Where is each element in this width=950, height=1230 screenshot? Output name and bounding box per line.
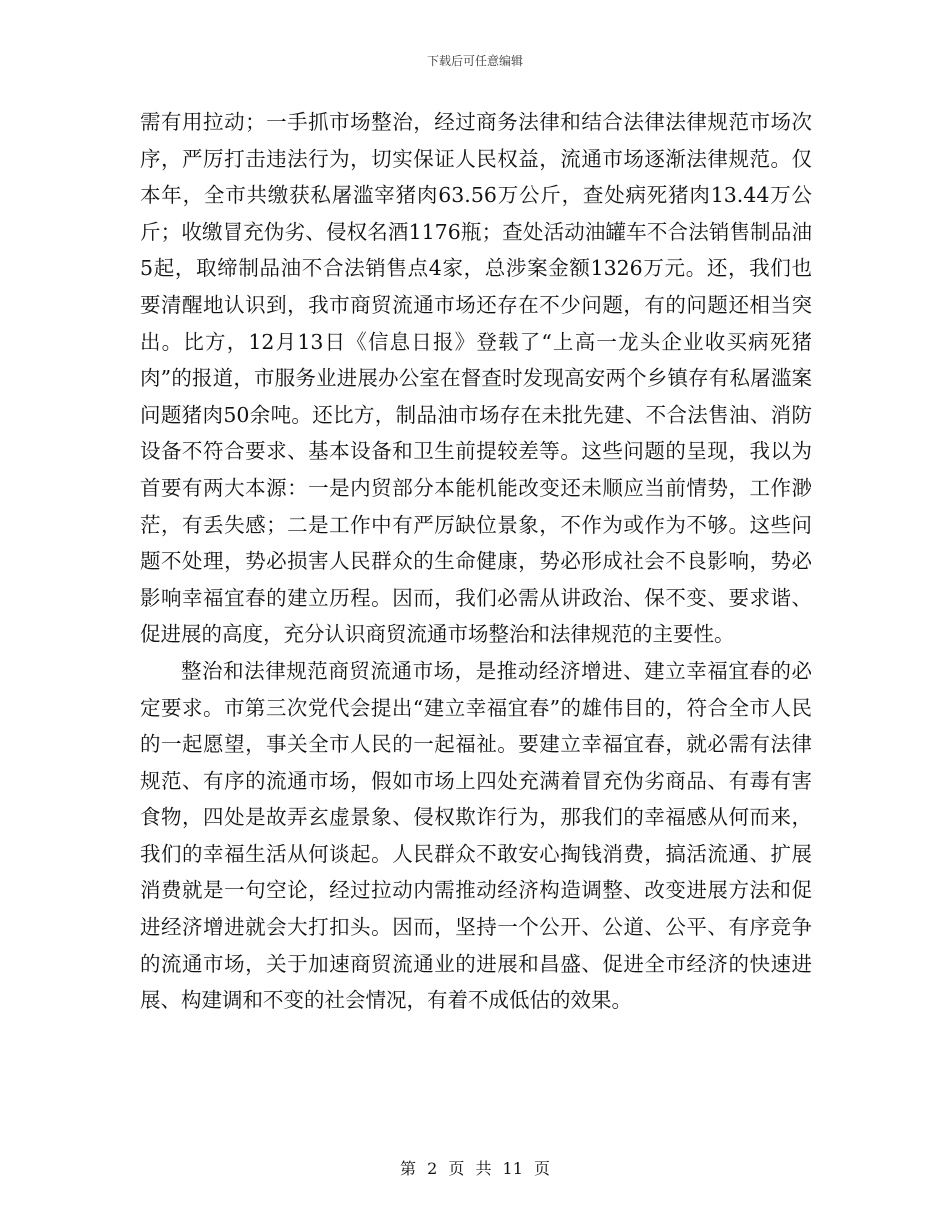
document-body — [140, 104, 812, 1019]
paragraph-1: 需有用拉动；一手抓市场整治，经过商务法律和结合法律法律规范市场次序，严厉打击违法行为，切实保证人民权益，流通市场逐渐法律规范。仅本年，全市共缴获私屠滥宰猪肉63.56万公斤，查处病死猪肉13.44万公斤；收缴冒充伪劣、侵权名酒1176瓶；查处活动油罐车不合法销售制品油5起，取缔制品油不合法销售点4家，总涉案金额1326万元。还，我们也要清醒地认识到，我市商贸流通市场还存在不少问题，有的问题还相当突出。比方，12月13日《信息日报》登载了“上高一龙头企业收买病死猪肉”的报道，市服务业进展办公室在督查时发现高安两个乡镇存有私屠滥案问题猪肉50余吨。还比方，制品油市场存在未批先建、不合法售油、消防设备不符合要求、基本设备和卫生前提较差等。这些问题的呈现，我以为首要有两大本源：一是内贸部分本能机能改变还未顺应当前情势，工作渺茫，有丢失感；二是工作中有严厉缺位景象，不作为或作为不够。这些问题不处理，势必损害人民群众的生命健康，势必形成社会不良影响，势必影响幸福宜春的建立历程。因而，我们必需从讲政治、保不变、要求谐、促进展的高度，充分认识商贸流通市场整治和法律规范的主要性。 — [140, 110, 812, 647]
paragraph-2: 整治和法律规范商贸流通市场，是推动经济增进、建立幸福宜春的必定要求。市第三次党代会提出“建立幸福宜春”的雄伟目的，符合全市人民的一起愿望，事关全市人民的一起福祉。要建立幸福宜春，就必需有法律规范、有序的流通市场，假如市场上四处充满着冒充伪劣商品、有毒有害食物，四处是故弄玄虚景象、侵权欺诈行为，那我们的幸福感从何而来，我们的幸福生活从何谈起。人民群众不敢安心掏钱消费，搞活流通、扩展消费就是一句空论，经过拉动内需推动经济构造调整、改变进展方法和促进经济增进就会大打扣头。因而，坚持一个公开、公道、公平、有序竞争的流通市场，关于加速商贸流通业的进展和昌盛、促进全市经济的快速进展、构建调和不变的社会情况，有着不成低估的效果。 — [140, 658, 812, 1013]
page-footer: 第 2 页 共 11 页 — [400, 1159, 550, 1178]
page-header: 下载后可任意编辑 — [426, 54, 523, 68]
